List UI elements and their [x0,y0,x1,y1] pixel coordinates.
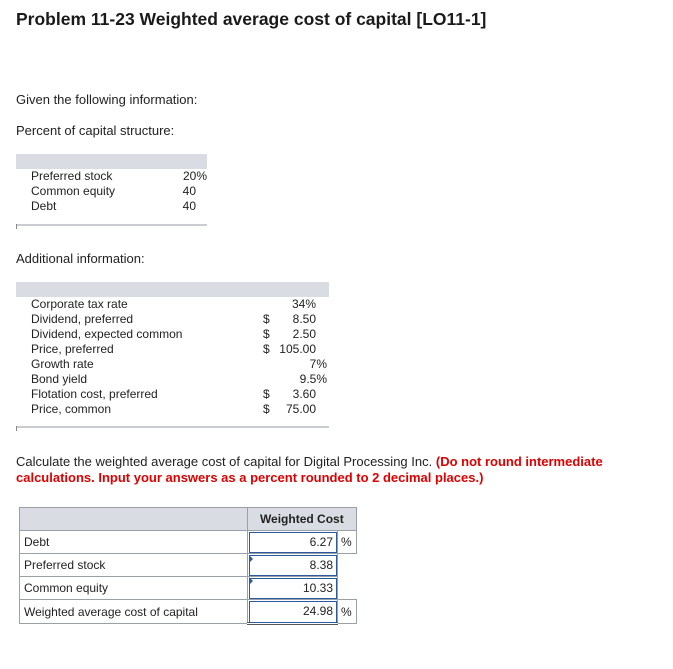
table-row [20,554,357,577]
answer-header-blank [20,508,248,531]
additional-row: Bond yield 9.5% [31,372,327,386]
percent-sign [338,577,357,600]
additional-row: Price, common $ 75.00 [31,402,316,416]
answer-label-preferred: Preferred stock [20,554,248,577]
additional-table-header [16,282,329,297]
capital-table-header [16,154,207,169]
capital-table-footer [16,224,207,226]
additional-label: Additional information: [16,251,145,266]
capital-row: Common equity 40 [31,184,196,198]
additional-row: Growth rate 7% [31,357,327,371]
answer-label-debt: Debt [20,531,248,554]
percent-sign [338,554,357,577]
additional-table-footer [16,426,329,428]
capital-row: Preferred stock 20% [31,169,207,183]
instruction-emphasis: (Do not round intermediate calculations. Input your answers as a percent rounded to 2 decimal places.) [16,454,603,485]
capital-row: Debt 40 [31,199,196,213]
answer-label-common: Common equity [20,577,248,600]
answer-label-wacc: Weighted average cost of capital [20,600,248,624]
table-row [20,531,357,554]
wacc-input[interactable]: 24.98 [248,600,338,624]
debt-weighted-cost-input[interactable]: 6.27 [248,531,338,554]
page-title: Problem 11-23 Weighted average cost of capital [LO11-1] [16,9,487,29]
additional-row: Price, preferred $ 105.00 [31,342,316,356]
input-marker-icon [249,555,253,563]
input-marker-icon [249,577,253,585]
given-text: Given the following information: [16,92,198,107]
percent-label: Percent of capital structure: [16,123,175,138]
instruction: Calculate the weighted average cost of capital for Digital Processing Inc. (Do not round intermediate calculations. Input your answers as a percent rounded to 2 decimal places.) [16,454,603,485]
answer-header: Weighted Cost [248,508,357,531]
additional-row: Dividend, preferred $ 8.50 [31,312,316,326]
percent-sign: % [338,531,357,554]
preferred-weighted-cost-input[interactable]: 8.38 [248,554,338,577]
additional-row: Dividend, expected common $ 2.50 [31,327,316,341]
table-row [20,600,357,624]
common-weighted-cost-input[interactable]: 10.33 [248,577,338,600]
additional-row: Corporate tax rate 34% [31,297,316,311]
answer-table [19,507,357,625]
percent-sign: % [338,600,357,624]
table-row [20,577,357,600]
additional-row: Flotation cost, preferred $ 3.60 [31,387,316,401]
